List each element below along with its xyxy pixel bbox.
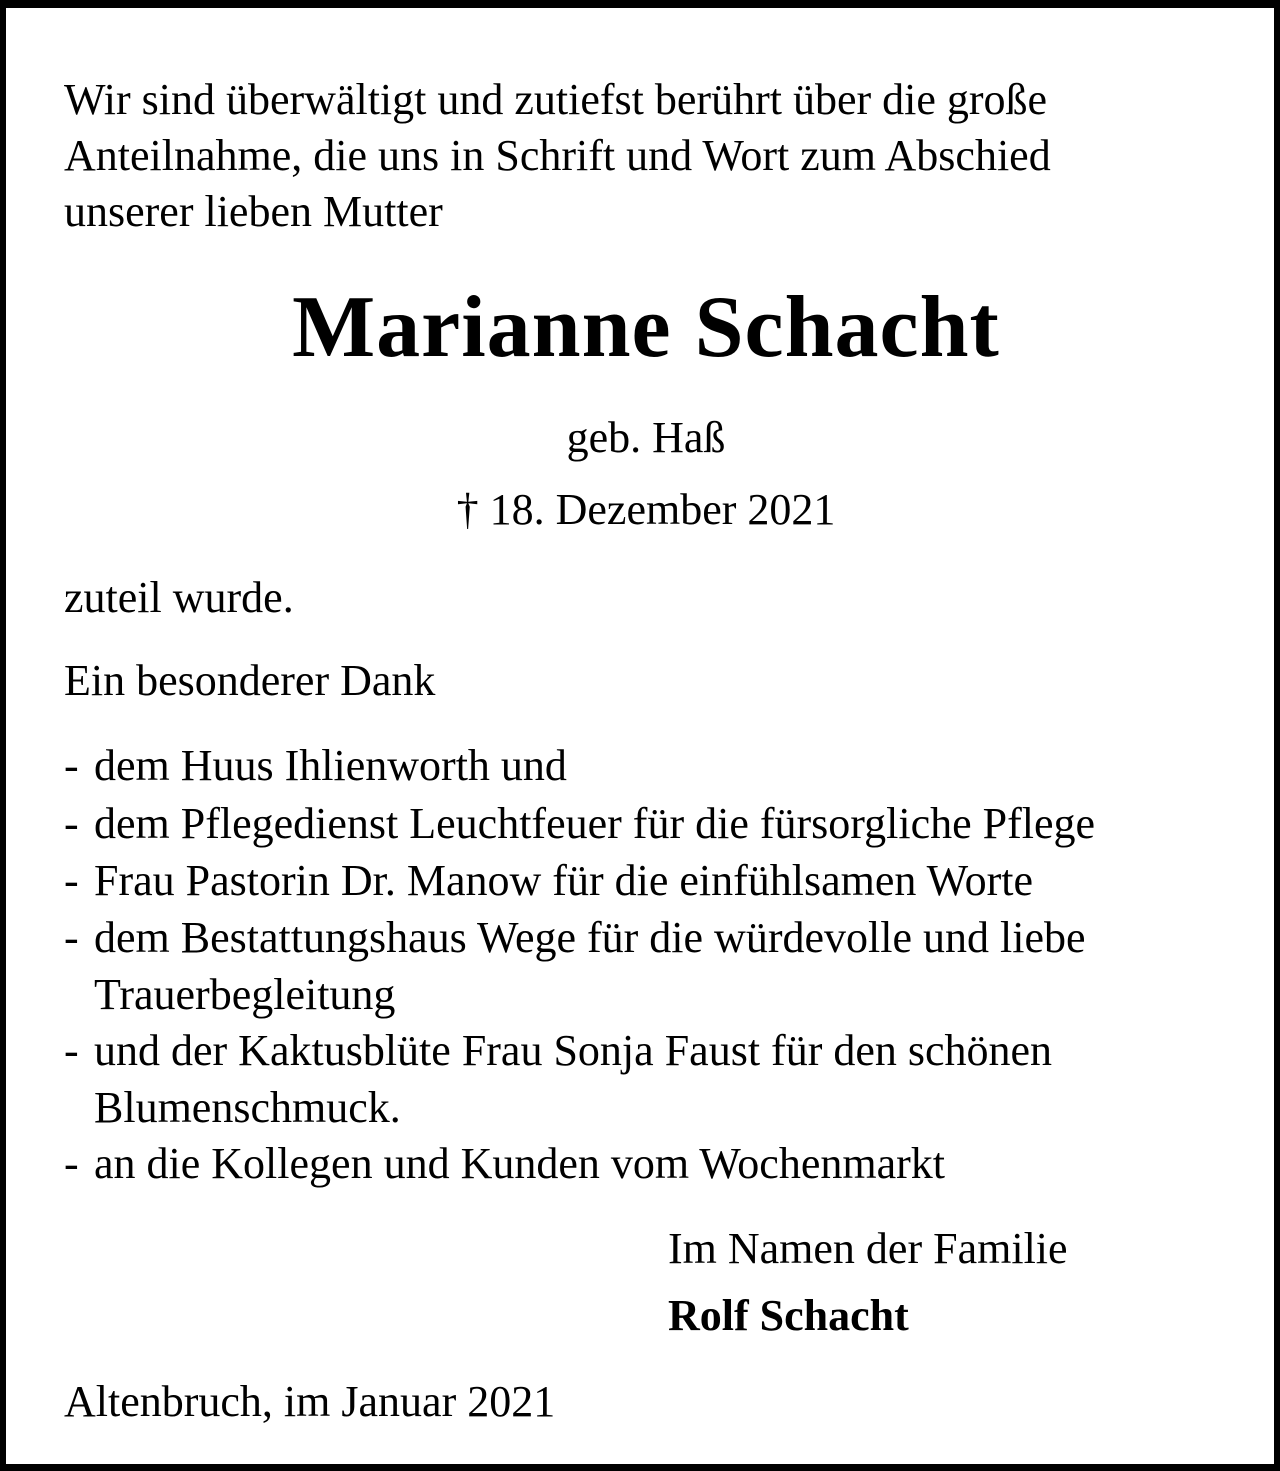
place-date: Altenbruch, im Januar 2021 — [64, 1377, 556, 1426]
thanks-heading: Ein besonderer Dank — [64, 656, 436, 705]
bullet-dash: - — [64, 1139, 79, 1188]
thanks-item-text: an die Kollegen und Kunden vom Wochenmarkt — [94, 1139, 945, 1188]
thanks-item-text: Frau Pastorin Dr. Manow für die einfühlsamen Worte — [94, 856, 1034, 905]
signature-name: Rolf Schacht — [668, 1291, 909, 1340]
deceased-name: Marianne Schacht — [292, 279, 1000, 376]
thanks-item-text-continued: Blumenschmuck. — [94, 1083, 401, 1132]
bullet-dash: - — [64, 913, 79, 962]
bullet-dash: - — [64, 1026, 79, 1075]
intro-line-1: Wir sind überwältigt und zutiefst berührt über die große — [64, 75, 1048, 124]
intro-line-3: unserer lieben Mutter — [64, 187, 443, 236]
signature-line: Im Namen der Familie — [668, 1224, 1068, 1273]
thanks-item-text: dem Huus Ihlienworth und — [94, 741, 567, 790]
bullet-dash: - — [64, 856, 79, 905]
death-date: † 18. Dezember 2021 — [456, 485, 836, 534]
thanks-item-text-continued: Trauerbegleitung — [94, 970, 396, 1019]
outro-text: zuteil wurde. — [64, 573, 294, 622]
birth-name: geb. Haß — [566, 413, 726, 462]
thanks-item-text: und der Kaktusblüte Frau Sonja Faust für den schönen — [94, 1026, 1053, 1075]
bullet-dash: - — [64, 741, 79, 790]
thanks-item-text: dem Pflegedienst Leuchtfeuer für die fürsorgliche Pflege — [94, 799, 1096, 848]
intro-line-2: Anteilnahme, die uns in Schrift und Wort zum Abschied — [64, 131, 1051, 180]
bullet-dash: - — [64, 799, 79, 848]
thanks-item-text: dem Bestattungshaus Wege für die würdevolle und liebe — [94, 913, 1086, 962]
